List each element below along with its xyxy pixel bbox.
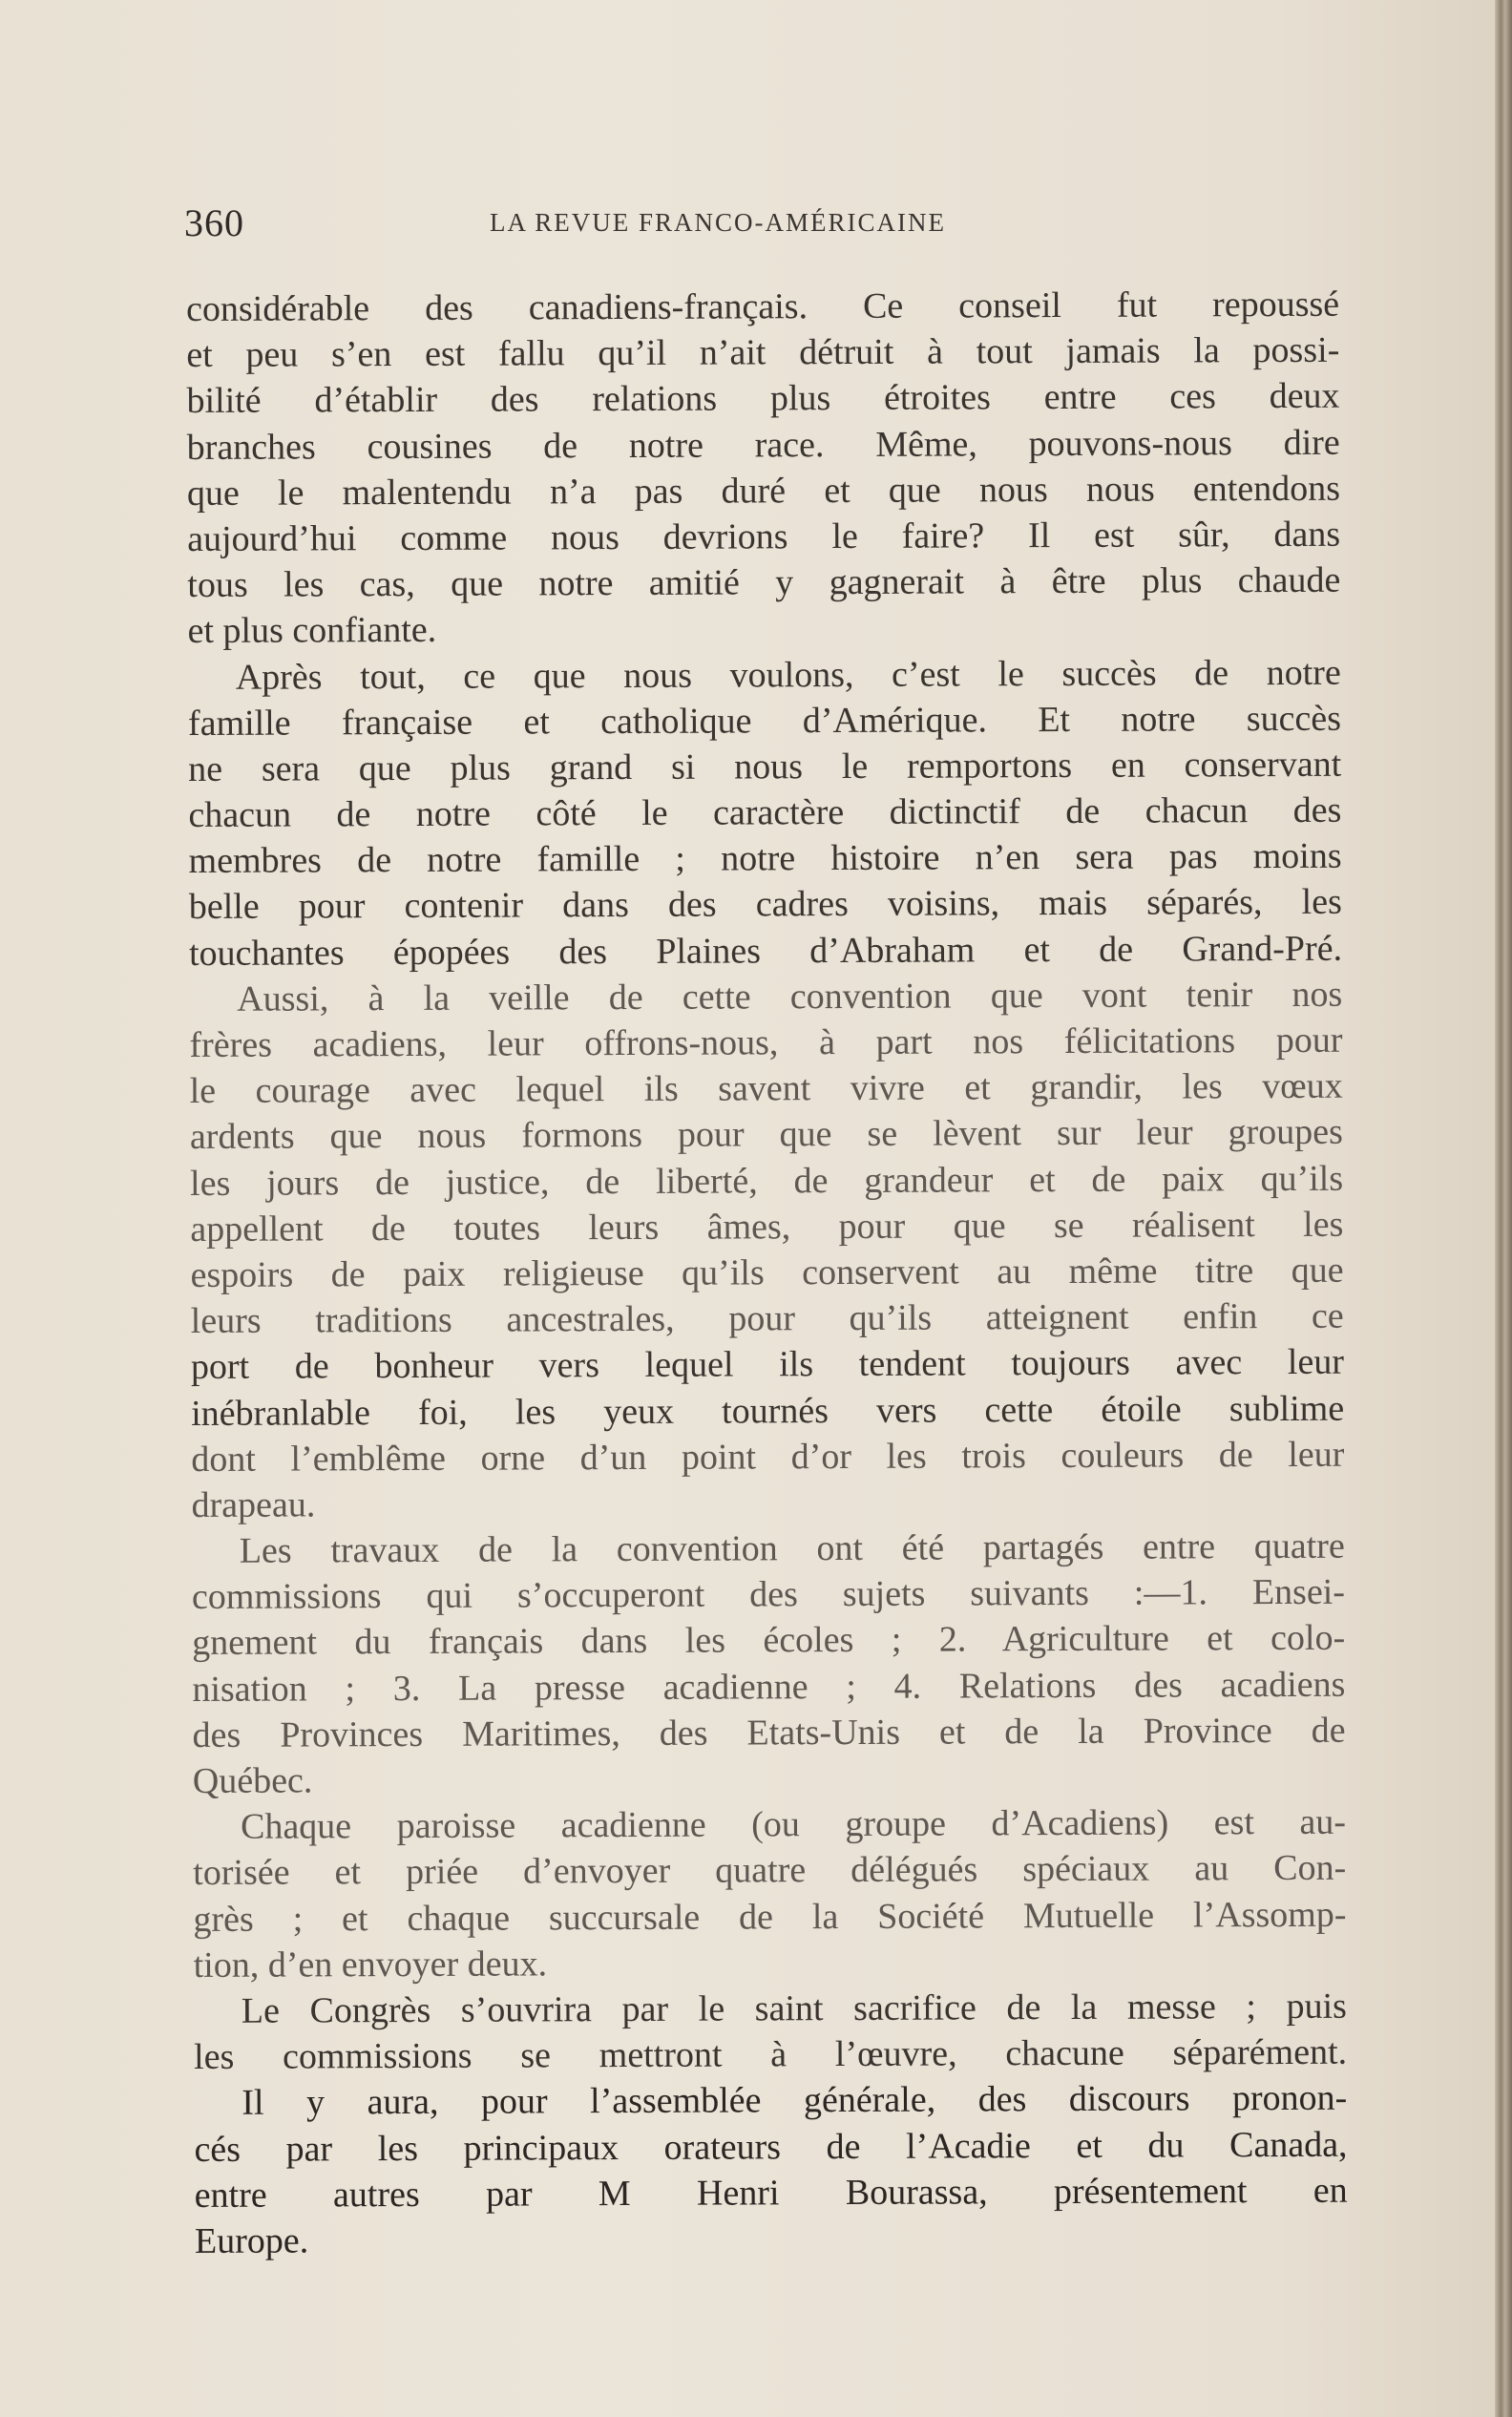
text-line: nisation ; 3. La presse acadienne ; 4. Relations des acadiens [192, 1664, 1346, 1710]
text-line: port de bonheur vers lequel ils tendent toujours avec leur [190, 1342, 1345, 1388]
text-line: torisée et priée d’envoyer quatre délégués spéciaux au Con- [193, 1848, 1347, 1894]
text-line: les commissions se mettront à l’œuvre, chacune séparément. [194, 2031, 1348, 2078]
text-line: tous les cas, que notre amitié y gagnerait à être plus chaude [187, 559, 1341, 606]
text-line: touchantes épopées des Plaines d’Abraham et de Grand-Pré. [188, 928, 1343, 974]
text-line: famille française et catholique d’Amérique. Et notre succès [187, 698, 1342, 744]
text-line: gnement du français dans les écoles ; 2. Agriculture et colo- [192, 1618, 1346, 1664]
text-line: Europe. [194, 2220, 309, 2261]
text-line: drapeau. [191, 1484, 316, 1525]
text-line: Chaque paroisse acadienne (ou groupe d’Acadiens) est au- [240, 1801, 1347, 1847]
text-line: appellent de toutes leurs âmes, pour que se réalisent les [190, 1204, 1344, 1250]
text-line: dont l’emblême orne d’un point d’or les trois couleurs de leur [191, 1434, 1345, 1480]
text-line: Après tout, ce que nous voulons, c’est le succès de notre [235, 652, 1341, 698]
page-header [184, 200, 1339, 258]
text-line: les jours de justice, de liberté, de grandeur et de paix qu’ils [190, 1158, 1344, 1204]
text-line: des Provinces Maritimes, des Etats-Unis et de la Province de [192, 1710, 1346, 1755]
text-line: ne sera que plus grand si nous le remportons en conservant [188, 744, 1342, 789]
text-line: Il y aura, pour l’assemblée générale, des discours pronon- [242, 2078, 1348, 2124]
text-line: et plus confiante. [187, 610, 437, 652]
text-line: membres de notre famille ; notre histoire n’en sera pas moins [188, 835, 1342, 882]
text-line: ardents que nous formons pour que se lèvent sur leur groupes [189, 1112, 1343, 1158]
text-line: Québec. [192, 1760, 313, 1801]
text-line: tion, d’en envoyer deux. [193, 1944, 548, 1986]
text-line: belle pour contenir dans des cadres voisins, mais séparés, les [188, 882, 1342, 928]
text-line: Les travaux de la convention ont été partagés entre quatre [239, 1525, 1345, 1571]
article-body [186, 282, 1348, 2264]
text-line: leurs traditions ancestrales, pour qu’ils atteignent enfin ce [190, 1295, 1344, 1342]
text-line: cés par les principaux orateurs de l’Acadie et du Canada, [194, 2124, 1348, 2170]
text-line: aujourd’hui comme nous devrions le faire? Il est sûr, dans [187, 514, 1341, 559]
page-number: 360 [184, 201, 244, 244]
text-line: espoirs de paix religieuse qu’ils conservent au même titre que [190, 1250, 1344, 1295]
text-line: chacun de notre côté le caractère dictinctif de chacun des [188, 789, 1342, 836]
running-title: LA REVUE FRANCO-AMÉRICAINE [490, 208, 947, 237]
text-line: Le Congrès s’ouvrira par le saint sacrifice de la messe ; puis [241, 1986, 1347, 2031]
text-line: branches cousines de notre race. Même, pouvons-nous dire [186, 422, 1340, 468]
text-line: et peu s’en est fallu qu’il n’ait détruit à tout jamais la possi- [186, 329, 1340, 376]
text-line: Aussi, à la veille de cette convention que vont tenir nos [237, 974, 1343, 1019]
text-line: considérable des canadiens-français. Ce conseil fut repoussé [186, 284, 1340, 329]
text-line: que le malentendu n’a pas duré et que nous nous entendons [186, 468, 1341, 514]
page-edge [1495, 0, 1512, 2417]
text-line: le courage avec lequel ils savent vivre et grandir, les vœux [189, 1065, 1343, 1112]
text-line: commissions qui s’occuperont des sujets suivants :—1. Ensei- [191, 1571, 1346, 1618]
text-line: inébranlable foi, les yeux tournés vers cette étoile sublime [191, 1388, 1345, 1434]
text-line: bilité d’établir des relations plus étroites entre ces deux [186, 376, 1340, 422]
text-line: entre autres par M Henri Bourassa, présentement en [194, 2170, 1348, 2216]
text-line: frères acadiens, leur offrons-nous, à part nos félicitations pour [189, 1019, 1343, 1065]
text-line: grès ; et chaque succursale de la Société Mutuelle l’Assomp- [193, 1894, 1347, 1940]
